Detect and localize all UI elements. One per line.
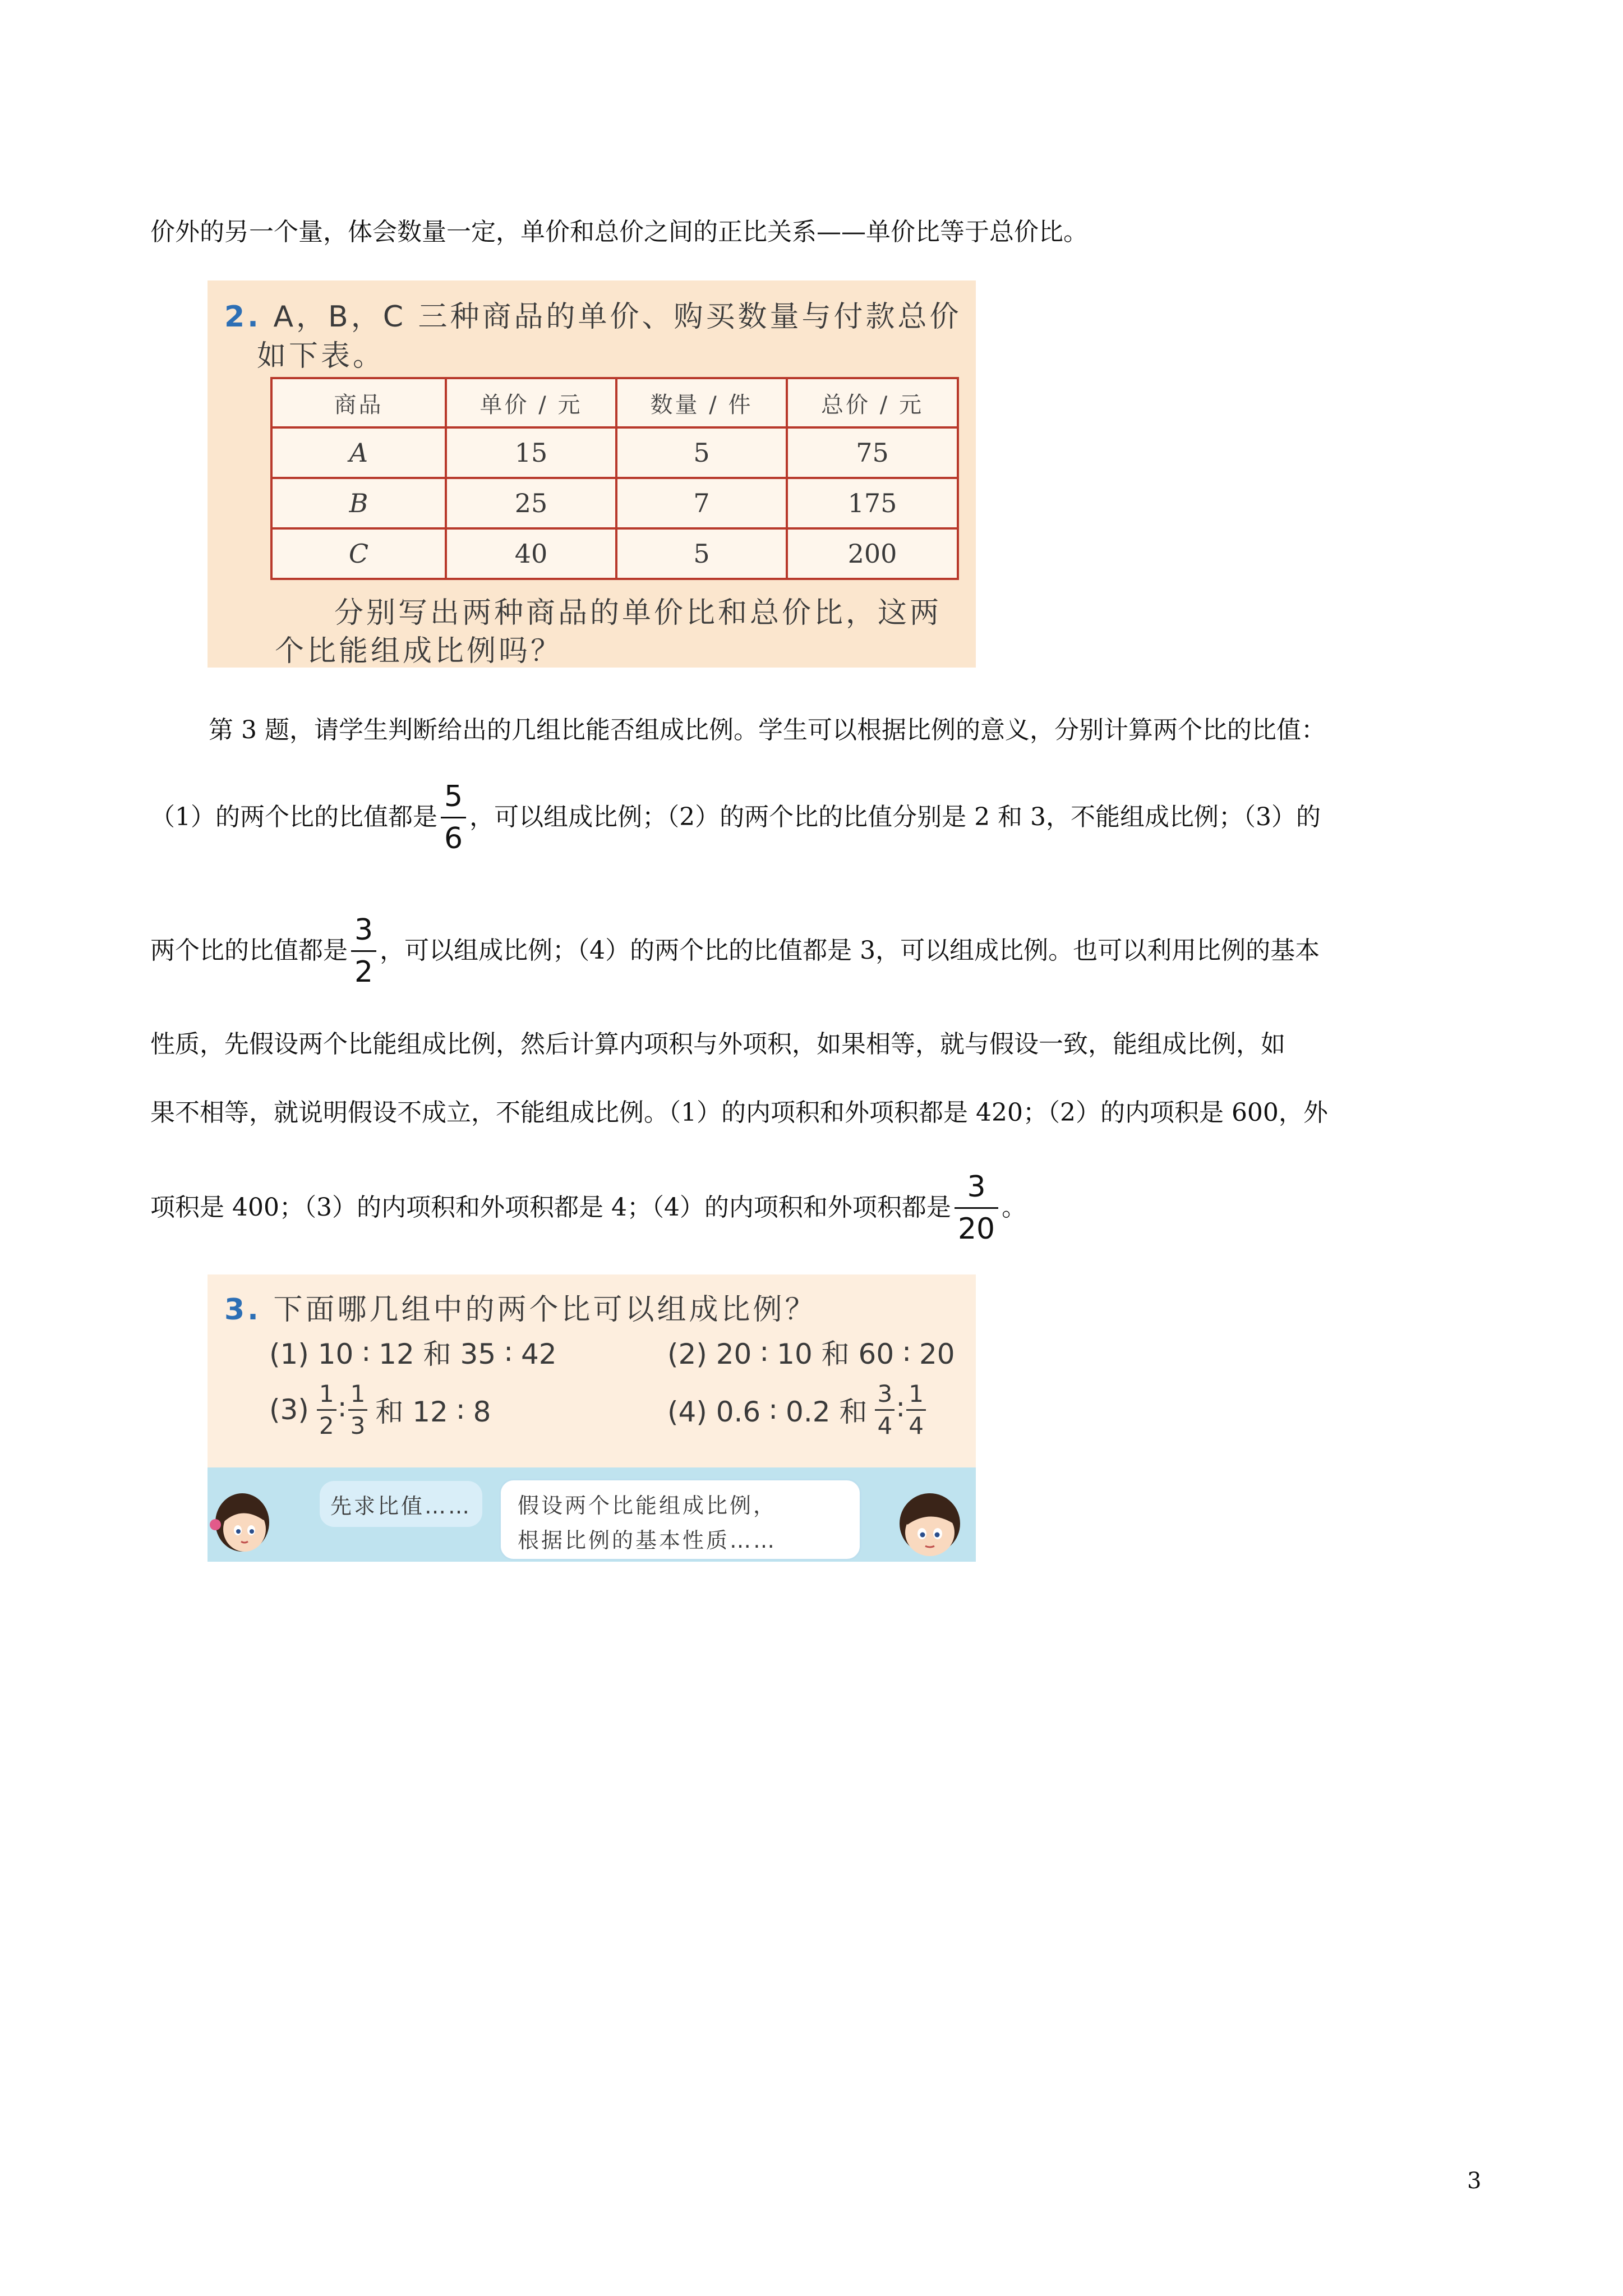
problem2-image <box>208 280 976 668</box>
table-header-cell: 数量 / 件 <box>616 378 787 427</box>
para3-line6: 项积是 400；（3）的内项积和外项积都是 4；（4）的内项积和外项积都是 $\frac{3}{20}$ 。 <box>150 1170 1027 1246</box>
fraction-3-20: $\frac{3}{20}$ <box>955 1172 998 1244</box>
problem3-image <box>208 1274 976 1562</box>
table-row <box>271 528 958 579</box>
table-row <box>271 427 958 478</box>
page-number: 3 <box>1467 2168 1482 2194</box>
fraction-3-4: $\frac{3}{4}$ <box>875 1382 895 1438</box>
table-cell: A <box>271 427 446 478</box>
table-cell: 75 <box>787 427 958 478</box>
problem3-number: 3. <box>224 1293 261 1327</box>
table-cell: 15 <box>446 427 616 478</box>
para3-line5: 果不相等，就说明假设不成立，不能组成比例。（1）的内项积和外项积都是 420；（2）的内项积是 600，外 <box>150 1098 1328 1127</box>
problem3-item4: (4) 0.6 ∶ 0.2 和 $\frac{3}{4}$ ∶ $\frac{1}{4}$ <box>667 1379 928 1441</box>
table-cell: 200 <box>787 528 958 579</box>
para3-line2: （1）的两个比的比值都是 $\frac{5}{6}$ ，可以组成比例；（2）的两个比的比值分别是 2 和 3，不能组成比例；（3）的 <box>150 779 1321 855</box>
table-cell: 5 <box>616 427 787 478</box>
problem2-question-line1: 2. A，B，C 三种商品的单价、购买数量与付款总价 <box>224 300 962 334</box>
table-cell: 40 <box>446 528 616 579</box>
problem2-question-line2: 如下表。 <box>257 339 385 373</box>
problem3-item2: (2) 20 ∶ 10 和 60 ∶ 20 <box>667 1338 955 1370</box>
table-header-cell: 商品 <box>271 378 446 427</box>
problem2-followup-line2: 个比能组成比例吗？ <box>275 634 563 668</box>
problem3-question: 3. 下面哪几组中的两个比可以组成比例？ <box>224 1293 817 1327</box>
fraction-1-4: $\frac{1}{4}$ <box>906 1382 926 1438</box>
fraction-1-3: $\frac{1}{3}$ <box>348 1382 368 1438</box>
para3-line4: 性质，先假设两个比能组成比例，然后计算内项积与外项积，如果相等，就与假设一致，能组成比例，如 <box>150 1030 1285 1059</box>
para3-line3: 两个比的比值都是 $\frac{3}{2}$ ，可以组成比例；（4）的两个比的比值都是 3，可以组成比例。也可以利用比例的基本 <box>150 913 1320 989</box>
speech-bubble-right: 假设两个比能组成比例， 根据比例的基本性质…… <box>499 1479 861 1561</box>
boy-character-icon <box>891 1478 969 1562</box>
table-header-cell: 总价 / 元 <box>787 378 958 427</box>
girl-character-icon <box>208 1476 275 1561</box>
table-cell: B <box>271 478 446 528</box>
problem2-followup-line1: 分别写出两种商品的单价比和总价比，这两 <box>334 596 942 630</box>
speech-bubble-left: 先求比值…… <box>320 1481 482 1527</box>
table-row <box>271 478 958 528</box>
table-cell: 7 <box>616 478 787 528</box>
fraction-5-6: $\frac{5}{6}$ <box>441 782 466 853</box>
table-header-cell: 单价 / 元 <box>446 378 616 427</box>
table-cell: C <box>271 528 446 579</box>
fraction-1-2: $\frac{1}{2}$ <box>317 1382 336 1438</box>
table-cell: 175 <box>787 478 958 528</box>
problem3-item1: (1) 10 ∶ 12 和 35 ∶ 42 <box>269 1338 557 1370</box>
price-table <box>270 377 959 580</box>
fraction-3-2: $\frac{3}{2}$ <box>351 915 376 987</box>
problem2-number: 2. <box>224 300 261 334</box>
problem3-item3: (3) $\frac{1}{2}$ ∶ $\frac{1}{3}$ 和 12 ∶ 8 <box>269 1379 491 1439</box>
table-header-row <box>271 378 958 427</box>
table-cell: 25 <box>446 478 616 528</box>
intro-line: 价外的另一个量，体会数量一定，单价和总价之间的正比关系——单价比等于总价比。 <box>150 218 1088 246</box>
para3-line1: 第 3 题，请学生判断给出的几组比能否组成比例。学生可以根据比例的意义，分别计算两个比的比值： <box>209 716 1326 744</box>
table-cell: 5 <box>616 528 787 579</box>
